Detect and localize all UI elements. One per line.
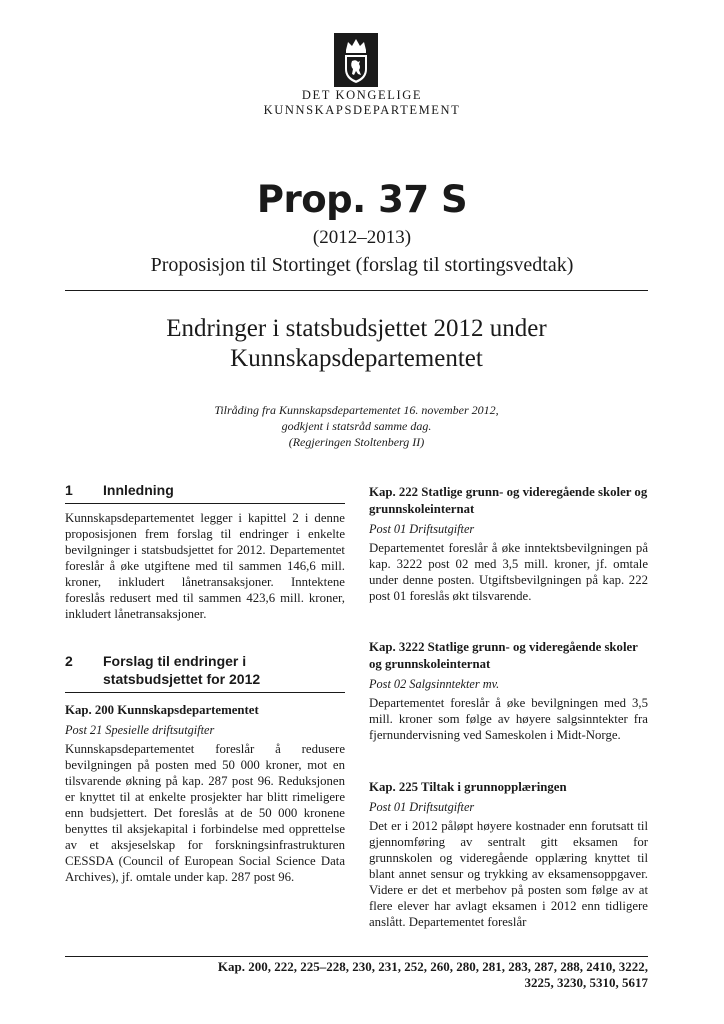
proposition-subtitle: Proposisjon til Stortinget (forslag til stortingsvedtak) — [150, 254, 574, 276]
chapter-list-footer — [65, 959, 648, 991]
section-1-heading — [65, 481, 345, 504]
section-number: 1 — [65, 482, 73, 498]
kap-225-body: Det er i 2012 påløpt høyere kostnader enn forutsatt til gjennomføring av sentralt gitt eksamen for grunnskolen og videregående opplæring knyttet til blant annet sensur og trykking av eksamensoppgaver. Videre er det et merbehov på posten som følge av at flere elever har avlagt eksamen i 2012 enn tidligere anslått. Departementet foreslår — [369, 819, 648, 929]
kap-222-body: Departementet foreslår å øke inntektsbevilgningen på kap. 3222 post 02 med 3,5 mill. kroner, jf. omtale under denne posten. Utgiftsbevilgningen på kap. 222 post 01 foreslås økt tilsvarende. — [369, 541, 648, 603]
document-title-line-1: Endringer i statsbudsjettet 2012 under — [166, 315, 547, 342]
left-column — [65, 481, 345, 885]
session-years: (2012–2013) — [312, 227, 412, 248]
kap-3222-heading: Kap. 3222 Statlige grunn- og videregående skoler og grunnskoleinternat — [369, 640, 638, 671]
chapter-list-line-1: Kap. 200, 222, 225–228, 230, 231, 252, 260, 280, 281, 283, 287, 288, 2410, 3222, — [217, 959, 648, 974]
kap-225-post: Post 01 Driftsutgifter — [369, 800, 475, 814]
coat-of-arms-logo — [334, 33, 378, 87]
kap-200-body: Kunnskapsdepartementet foreslår å redusere bevilgningen på posten med 50 000 kroner, mot en tilsvarende økning på kap. 287 post 96. Reduksjonen er knyttet til at enkelte prosjekter har blitt rimeligere enn budsjettert. Det foreslås at de 50 000 kronene benyttes til aksjekapital i forbindelse med opprettelse av et aksjeselskap for forskningsinfrastrukturen CESSDA (Council of European Social Science Data Archives), jf. omtale under kap. 287 post 96. — [65, 742, 345, 884]
section-title: Forslag til endringer i statsbudsjettet for 2012 — [103, 653, 261, 687]
proposition-number: Prop. 37 S — [256, 178, 468, 221]
kap-222-heading: Kap. 222 Statlige grunn- og videregående skoler og grunnskoleinternat — [369, 485, 648, 516]
section-1-body: Kunnskapsdepartementet legger i kapittel 2 i denne proposisjonen frem forslag til endringer i enkelte bevilgninger i statsbudsjettet for 2012. Departementet foreslår å øke utgiftene med til sammen 146,6 mill. kroner, inkludert lånetransaksjoner. Inntektene foreslås redusert med til sammen 423,6 mill. kroner, inkludert lånetransaksjoner. — [65, 511, 345, 621]
kap-222-post: Post 01 Driftsutgifter — [369, 522, 475, 536]
approval-line-3: (Regjeringen Stoltenberg II) — [288, 435, 425, 449]
approval-line-2: godkjent i statsråd samme dag. — [281, 419, 432, 433]
kap-200-post: Post 21 Spesielle driftsutgifter — [65, 723, 215, 737]
top-divider — [65, 290, 648, 291]
department-line-2: KUNNSKAPSDEPARTEMENT — [263, 103, 461, 117]
section-number: 2 — [65, 653, 73, 669]
kap-200-heading: Kap. 200 Kunnskapsdepartementet — [65, 703, 259, 717]
section-2-heading — [65, 652, 345, 693]
document-title — [65, 314, 648, 374]
bottom-divider — [65, 956, 648, 957]
approval-note — [65, 402, 648, 450]
right-column — [369, 484, 648, 930]
kap-3222-post: Post 02 Salgsinntekter mv. — [369, 677, 500, 691]
section-title: Innledning — [103, 482, 174, 498]
chapter-list-line-2: 3225, 3230, 5310, 5617 — [524, 975, 648, 990]
department-line-1: DET KONGELIGE — [301, 88, 423, 102]
approval-line-1: Tilråding fra Kunnskapsdepartementet 16. november 2012, — [214, 403, 499, 417]
kap-3222-body: Departementet foreslår å øke bevilgningen med 3,5 mill. kroner som følge av høyere salgsinntekter fra fjernundervisning ved Sameskolen i Midt-Norge. — [369, 696, 648, 742]
kap-225-heading: Kap. 225 Tiltak i grunnopplæringen — [369, 780, 567, 794]
document-title-line-2: Kunnskapsdepartementet — [230, 345, 483, 372]
